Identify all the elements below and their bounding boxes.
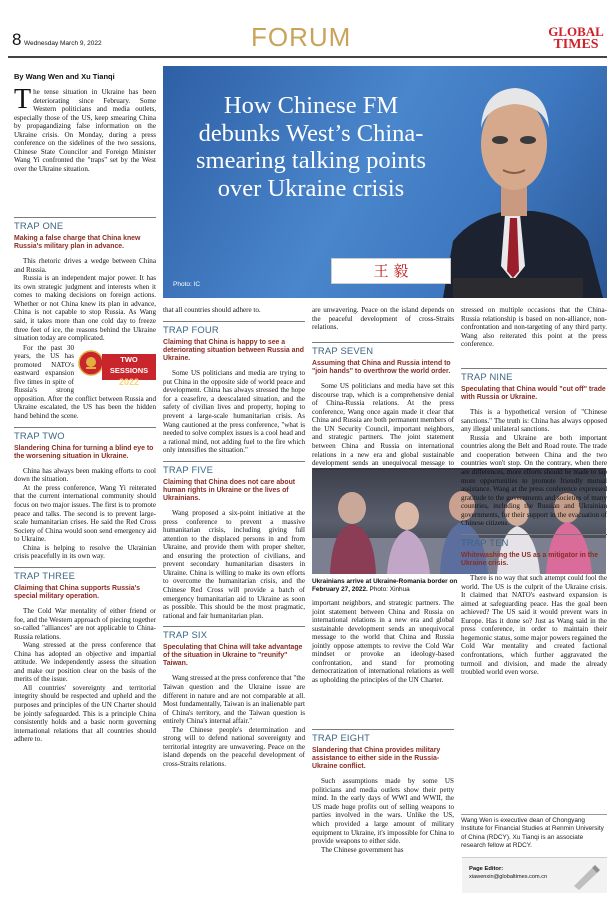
trap-one-subhead: Making a false charge that China knew Russia's military plan in advance. — [14, 235, 141, 251]
trap-six-p1: Wang stressed at the press conference that "the Taiwan question and the Ukraine issue are different in nature and are not comparable at all. Most fundamentally, Taiwan is an inalienable part of China's territory, and the Taiwan question is entirely China's internal affair." — [163, 674, 305, 726]
column-2 — [163, 306, 305, 768]
column-3-lower — [312, 599, 454, 891]
headline — [181, 92, 441, 202]
trap-eight-heading: TRAP EIGHT — [312, 729, 454, 744]
trap-ten-subhead: Whitewashing the US as a mitigator in the Ukraine crisis. — [461, 551, 599, 567]
drop-cap: T — [14, 84, 32, 115]
intro-paragraph — [14, 84, 156, 173]
trap-three-continued: that all countries should adhere to. — [163, 306, 261, 314]
trap-two-heading: TRAP TWO — [14, 427, 156, 442]
page-header — [0, 0, 615, 60]
column-4 — [461, 306, 607, 729]
trap-two-p2: At the press conference, Wang Yi reiterated that the current international community should focus on two major issues. The first is to promote peace and talks. The second is to prevent large-scale humanitarian crises. He said the Red Cross Society of China would soon send emergency aid to Ukraine. — [14, 483, 156, 544]
intro-text: he tense situation in Ukraine has been deteriorating since February. Some Western politicians and media outlets, especially those of the US, keep smearing China by propagandizing false information on the Ukraine crisis. On Monday, during a press conference on the sidelines of the two sessions, Chinese State Councilor and Foreign Minister Wang Yi confronted the "traps" set by the West over the Ukraine situation. — [14, 88, 156, 173]
trap-five-heading: TRAP FIVE — [163, 461, 305, 476]
trap-six-continued: are unwavering. Peace on the island depends on the peaceful development of cross-Straits relations. — [312, 306, 454, 332]
column-1 — [14, 217, 156, 752]
trap-five-p1: Wang proposed a six-point initiative at the press conference to prevent a massive humanitarian crisis, including giving full attention to the displaced persons in and from Ukraine, and provide them with proper shelter, and ensuring the protection of civilians, and prevent secondary humanitarian disasters in Ukraine. China is willing to make its own efforts to overcome the humanitarian crisis, and the Chinese Red Cross will provide a batch of emergency humanitarian aid to Ukraine as soon as possible. This should be the most pragmatic, rational and fair humanitarian plan. — [163, 509, 305, 620]
two-sessions-title: TWO SESSIONS — [109, 354, 149, 375]
trap-three-subhead: Claiming that China supports Russia's special military operation. — [14, 584, 141, 600]
header-rule — [8, 56, 607, 58]
trap-nine-heading: TRAP NINE — [461, 368, 607, 383]
author-bio: Wang Wen is executive dean of Chongyang Institute for Financial Studies at Renmin University of China (RDCY). Xu Tianqi is an associate research fellow at RDCY. — [461, 817, 604, 849]
column-3 — [312, 306, 454, 468]
trap-eight-subhead: Slandering that China provides military assistance to either side in the Russia-Ukraine conflict. — [312, 747, 441, 771]
trap-eight-p2-continued: stressed on multiple occasions that the China-Russia relationship is based on non-alliance, non-confrontation and non-targeting of any third party. Wang also reiterated this point at the press conference. — [461, 306, 607, 349]
logo-line-2: TIMES — [553, 37, 599, 52]
two-sessions-label — [102, 354, 156, 387]
two-sessions-year: 2022 — [118, 376, 140, 387]
trap-seven-heading: TRAP SEVEN — [312, 342, 454, 357]
trap-one-p2: Russia is an independent major power. It has its own strategic judgment and interests when it comes to making decisions on foreign actions. Whether or not China knew its plan in advance, China is not capable to stop Russia. As Wang said, it takes more than one cold day to freeze three feet of ice, the reasons behind the Ukraine situation today are complicated. — [14, 274, 156, 343]
two-sessions-badge — [78, 346, 156, 388]
editor-email: xiawenxin@globaltimes.com.cn — [469, 874, 548, 880]
trap-four-heading: TRAP FOUR — [163, 321, 305, 336]
trap-eight-p1: Such assumptions made by some US politicians and media outlets show their petty mind. In the early days of WWI and WWII, the US made huge profits out of selling weapons to parties involved in the wars. Unlike the US, which provided a large amount of military equipment to Ukraine, it's impossible for China to provide weapons to either side. — [312, 777, 454, 846]
photo-caption — [312, 578, 462, 594]
trap-seven-subhead: Assuming that China and Russia intend to "join hands" to overthrow the world order. — [312, 360, 451, 376]
trap-nine-p1: This is a hypothetical version of "Chinese sanctions." The truth is: China has always opposed any illegal unilateral sanctions. — [461, 408, 607, 434]
caption-credit: Photo: Xinhua — [367, 586, 410, 593]
caption-text: Ukrainians arrive at Ukraine-Romania border on February 27, 2022. — [312, 578, 458, 593]
trap-two-p3: China is helping to resolve the Ukrainian crisis peacefully in its own way. — [14, 543, 156, 561]
trap-nine-p2: Russia and Ukraine are both important countries along the Belt and Road route. The trade and cooperation between China and the two countries won't stop. On the contrary, when there are differences, more efforts should be made to tap more opportunities to promote friendly mutual assistance. Wang at the press conference expressed gratitude to the governments and societies of many countries, including the Russian and Ukrainian governments, for their support in the evacuation of Chinese citizens. — [461, 433, 607, 528]
trap-three-p1: The Cold War mentality of either friend or foe, and the Western approach of piecing together so-called "alliances" are not applicable to China-Russia relations. — [14, 606, 156, 641]
trap-ten-p1: There is no way that such attempt could fool the world. The US is the culprit of the Ukraine crisis. It claimed that NATO's eastward expansion is aimed at safeguarding peace. Has the goal been achieved? The US said it would prevent wars in Europe. Has it done so? Just as Wang said in the press conference, in order to maintain their hegemonic status, some major powers regained the Cold War mentality and created factional confrontations, which further aggravated the turmoil and division, and made the already troubled world even worse. — [461, 574, 607, 677]
trap-one-p3: For the past 30 years, the US has promoted NATO's eastward expansion five times in spite of Russia's strong opposition. After the conflict between Russia and Ukraine escalated, the US has been the hidden hand behind the scene. — [14, 343, 156, 421]
trap-seven-p1: Some US politicians and media have set this discourse trap, which is a comprehensive denial of China-Russia relations. At the press conference, Wang once again made it clear that China and Russia are both permanent members of the UN Security Council, important neighbors, and strategic partners. The joint statement between China and Russia on international relations in a new era and global sustainable development sends an unequivocal message to — [312, 382, 454, 468]
bio-rule — [461, 814, 607, 815]
emblem-icon — [78, 350, 104, 376]
trap-ten-heading: TRAP TEN — [461, 534, 607, 549]
nameplate-text: 王 毅 — [373, 262, 409, 280]
trap-six-subhead: Speculating that China will take advantage of the situation in Ukraine to "reunify" Taiwan. — [163, 644, 303, 668]
trap-six-p2: The Chinese people's determination and strong will to defend national sovereignty and territorial integrity are unwavering. Peace on the island depends on the peaceful development of cross-Straits relations. — [163, 725, 305, 768]
trap-three-p2: Wang stressed at the press conference that China has adopted an objective and impartial attitude. We independently assess the situation and make our position clear on the basis of the merits of the issue. — [14, 641, 156, 684]
trap-four-subhead: Claiming that China is happy to see a deteriorating situation between Russia and Ukraine. — [163, 339, 304, 363]
trap-eight-p2-start: The Chinese government has — [321, 845, 404, 854]
page-editor-box — [462, 857, 607, 893]
trap-one-p1: This rhetoric drives a wedge between China and Russia. — [14, 257, 156, 274]
hero-photo — [163, 66, 607, 298]
trap-three-heading: TRAP THREE — [14, 567, 156, 582]
issue-date: Wednesday March 9, 2022 — [24, 40, 102, 47]
trap-two-subhead: Slandering China for turning a blind eye to the worsening situation in Ukraine. — [14, 444, 154, 460]
photo-credit: Photo: IC — [173, 281, 201, 288]
trap-two-p1: China has always been making efforts to cool down the situation. — [14, 466, 156, 484]
headline-line-2: debunks West’s China- — [198, 119, 424, 147]
pen-icon — [570, 862, 602, 890]
section-title: FORUM — [251, 22, 352, 52]
headline-line-4: over Ukraine crisis — [217, 174, 405, 202]
trap-seven-continued: important neighbors, and strategic partners. The joint statement between China and Russia on international relations in a new era and global sustainable development sends an unequivocal message to the world that China and Russia jointly oppose attempts to revive the Cold War mindset or provoke an ideology-based confrontation, and stand for promoting democratization of international relations as well as upholding the principles of the UN Charter. — [312, 599, 454, 684]
headline-line-3: smearing talking points — [196, 147, 426, 174]
headline-line-1: How Chinese FM — [223, 92, 399, 119]
nameplate — [331, 258, 451, 284]
trap-six-heading: TRAP SIX — [163, 626, 305, 641]
trap-four-p1: Some US politicians and media are trying to put China in the opposite side of world peace and development. China has always stressed the hope for a ceasefire, a deescalated situation, and the safety of civilian lives and property, hoping to prevent a large-scale humanitarian crisis. As Wang cautioned at the press conference, "what is needed to solve complex issues is a cool head and a rational mind, not adding fuel to the fire which only intensifies the situation." — [163, 369, 305, 455]
trap-nine-subhead: Speculating that China would "cut off" trade with Russia or Ukraine. — [461, 386, 606, 402]
editor-label: Page Editor: — [469, 866, 504, 872]
page-number: 8 — [12, 30, 22, 49]
trap-three-p3: All countries' sovereignty and territorial integrity should be respected and upheld and the purposes and principles of the UN Charter should be jointly safeguarded. This is a principle China consistently holds and a basic norm governing international relations that all countries should adhere to. — [14, 683, 156, 744]
trap-five-subhead: Claiming that China does not care about human rights in Ukraine or the lives of Ukrainians. — [163, 478, 296, 502]
logo-line-1: GLOBAL — [548, 24, 604, 39]
trap-one-heading: TRAP ONE — [14, 217, 156, 232]
global-times-logo — [545, 25, 607, 51]
byline: By Wang Wen and Xu Tianqi — [14, 72, 115, 81]
